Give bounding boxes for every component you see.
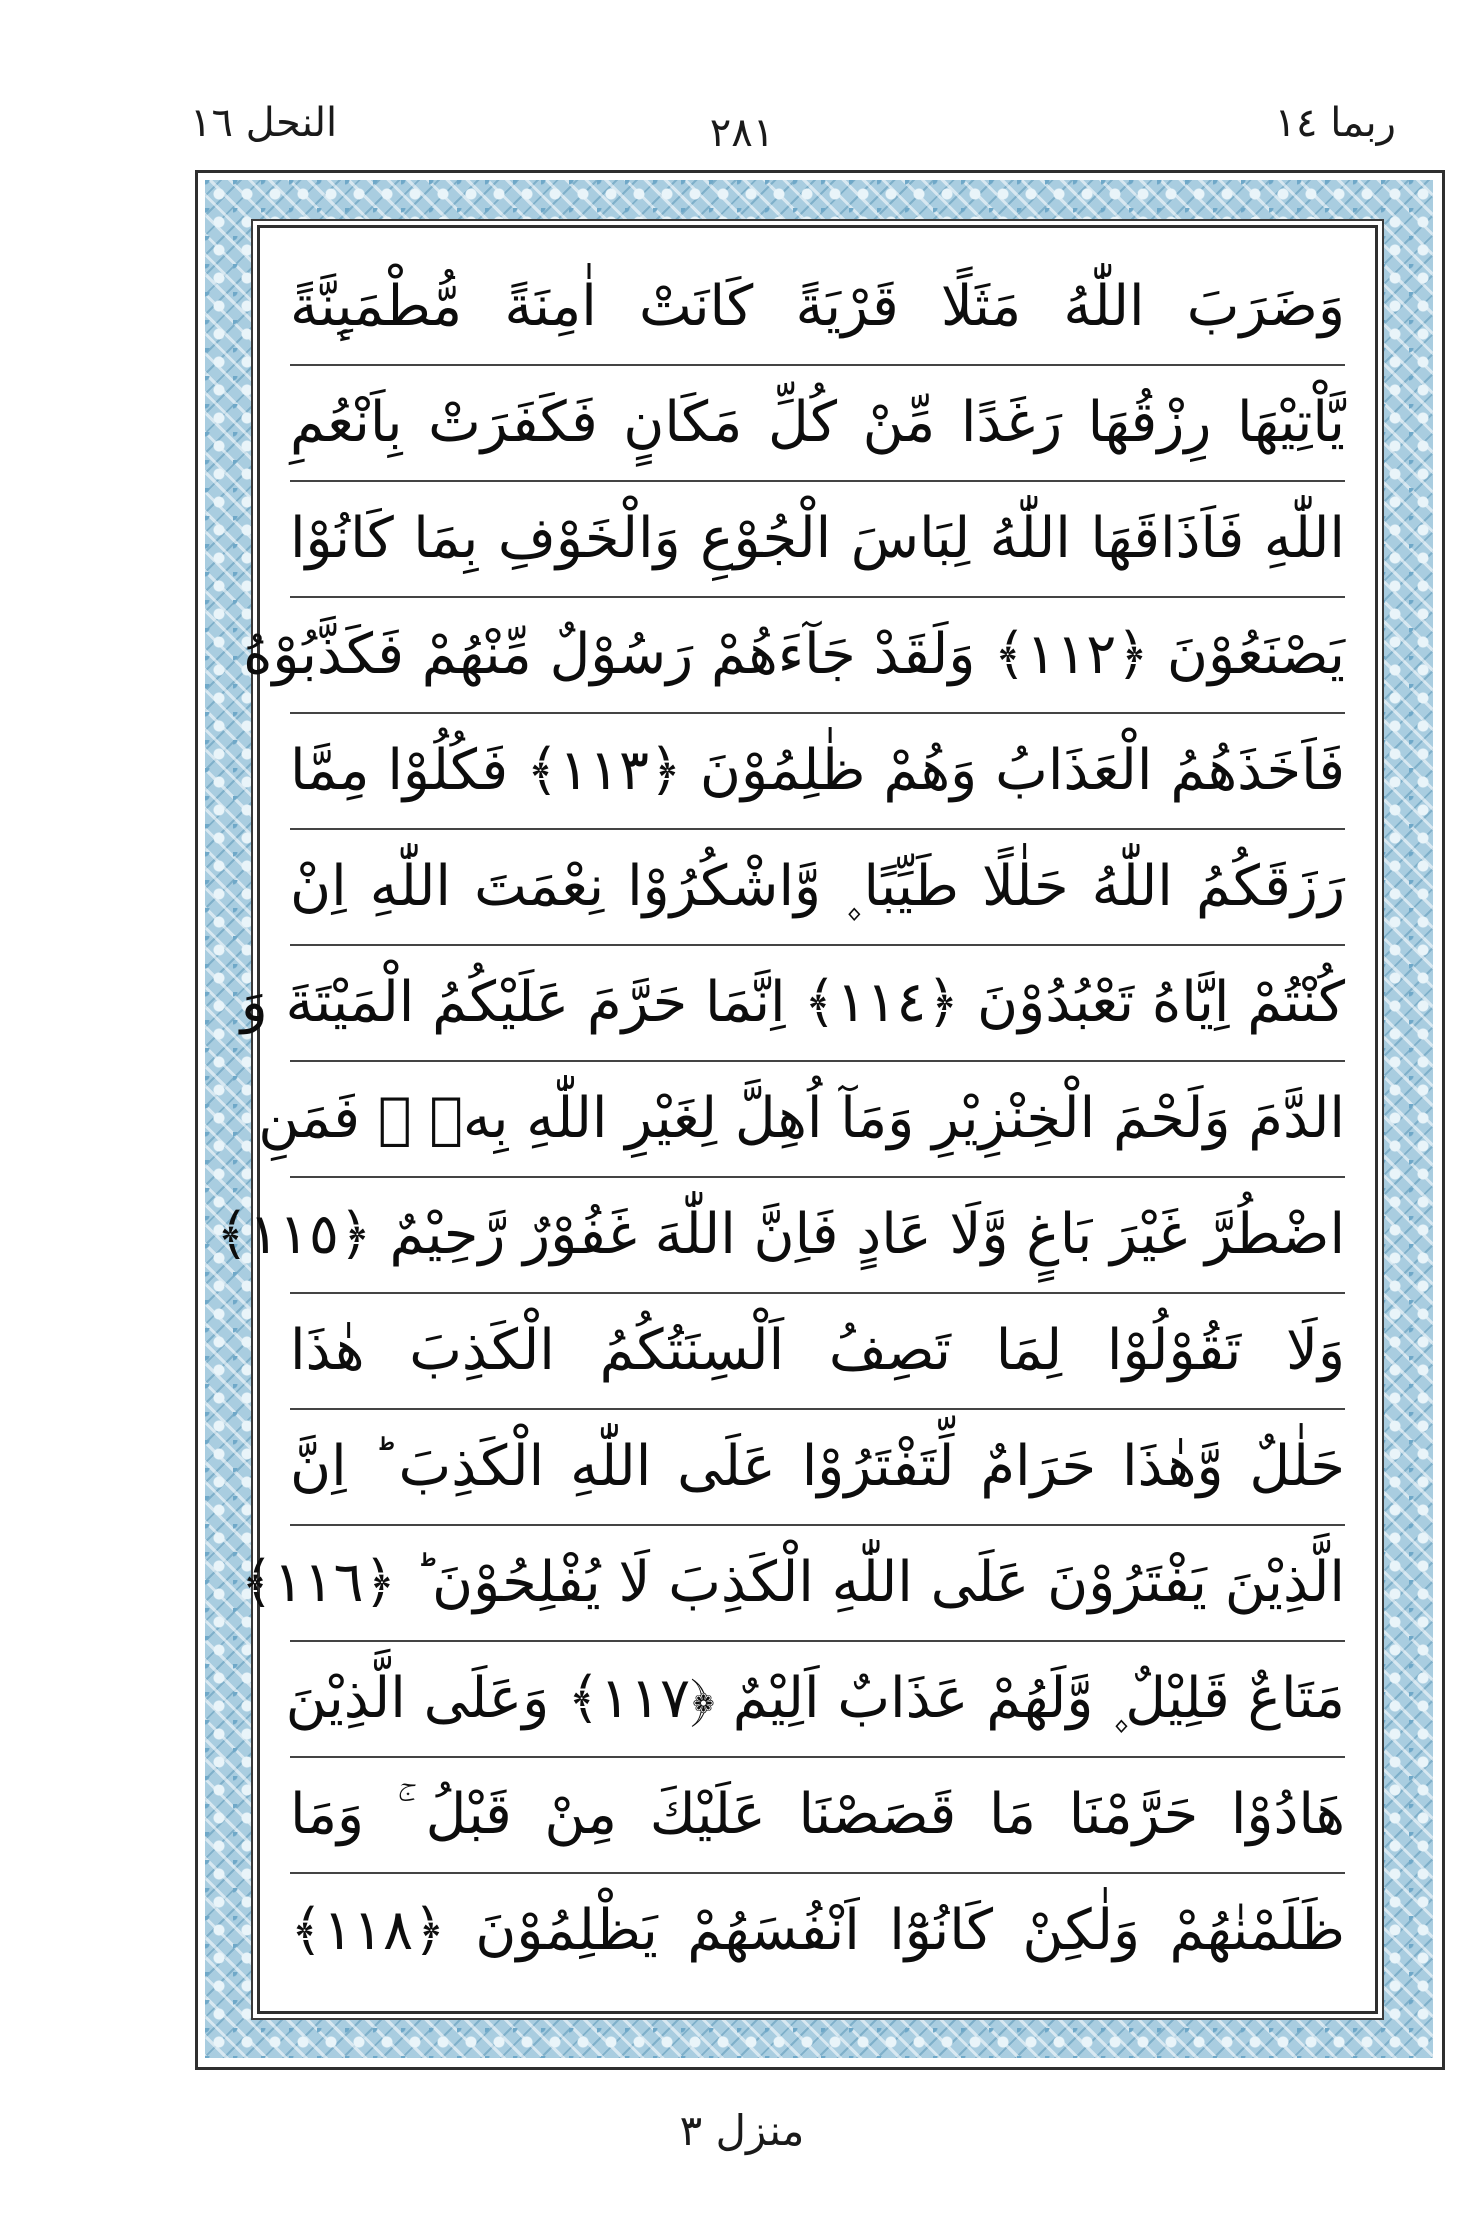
manzil-footer: منزل ٣ (679, 2106, 805, 2155)
text-line-12: الَّذِيْنَ يَفْتَرُوْنَ عَلَى اللّٰهِ الْكَذِبَ لَا يُفْلِحُوْنَ ؕ ﴿١١٦﴾ (290, 1526, 1345, 1642)
text-line-6: رَزَقَكُمُ اللّٰهُ حَلٰلًا طَيِّبًا ۪ وَّاشْكُرُوْا نِعْمَتَ اللّٰهِ اِنْ (290, 830, 1345, 946)
text-line-14: هَادُوْا حَرَّمْنَا مَا قَصَصْنَا عَلَيْكَ مِنْ قَبْلُ ۚ وَمَا (290, 1758, 1345, 1874)
text-line-11: حَلٰلٌ وَّهٰذَا حَرَامٌ لِّتَفْتَرُوْا عَلَى اللّٰهِ الْكَذِبَ ؕ اِنَّ (290, 1410, 1345, 1526)
text-line-7: كُنْتُمْ اِيَّاهُ تَعْبُدُوْنَ ﴿١١٤﴾ اِنَّمَا حَرَّمَ عَلَيْكُمُ الْمَيْتَةَ وَ (290, 946, 1345, 1062)
juz-label: ربما ١٤ (1274, 100, 1396, 146)
text-line-8: الدَّمَ وَلَحْمَ الْخِنْزِيْرِ وَمَآ اُهِلَّ لِغَيْرِ اللّٰهِ بِهٖ ۚ فَمَنِ (290, 1062, 1345, 1178)
text-line-13: مَتَاعٌ قَلِيْلٌ ۪ وَّلَهُمْ عَذَابٌ اَلِيْمٌ ﴿١١٧﴾ وَعَلَى الَّذِيْنَ (290, 1642, 1345, 1758)
surah-label: النحل ١٦ (190, 100, 338, 146)
text-line-3: اللّٰهِ فَاَذَاقَهَا اللّٰهُ لِبَاسَ الْجُوْعِ وَالْخَوْفِ بِمَا كَانُوْا (290, 482, 1345, 598)
text-line-2: يَّاْتِيْهَا رِزْقُهَا رَغَدًا مِّنْ كُلِّ مَكَانٍ فَكَفَرَتْ بِاَنْعُمِ (290, 366, 1345, 482)
text-line-15: ظَلَمْنٰهُمْ وَلٰكِنْ كَانُوْٓا اَنْفُسَهُمْ يَظْلِمُوْنَ ﴿١١٨﴾ (290, 1898, 1345, 1963)
quran-text-lines (215, 250, 1345, 1995)
text-line-9: اضْطُرَّ غَيْرَ بَاغٍ وَّلَا عَادٍ فَاِنَّ اللّٰهَ غَفُوْرٌ رَّحِيْمٌ ﴿١١٥﴾ (290, 1178, 1345, 1294)
text-line-10: وَلَا تَقُوْلُوْا لِمَا تَصِفُ اَلْسِنَتُكُمُ الْكَذِبَ هٰذَا (290, 1294, 1345, 1410)
page-number: ٢٨١ (709, 110, 775, 156)
text-line-1: وَضَرَبَ اللّٰهُ مَثَلًا قَرْيَةً كَانَتْ اٰمِنَةً مُّطْمَىِٕنَّةً (290, 250, 1345, 366)
text-line-5: فَاَخَذَهُمُ الْعَذَابُ وَهُمْ ظٰلِمُوْنَ ﴿١١٣﴾ فَكُلُوْا مِمَّا (290, 714, 1345, 830)
text-line-4: يَصْنَعُوْنَ ﴿١١٢﴾ وَلَقَدْ جَآءَهُمْ رَسُوْلٌ مِّنْهُمْ فَكَذَّبُوْهُ (290, 598, 1345, 714)
